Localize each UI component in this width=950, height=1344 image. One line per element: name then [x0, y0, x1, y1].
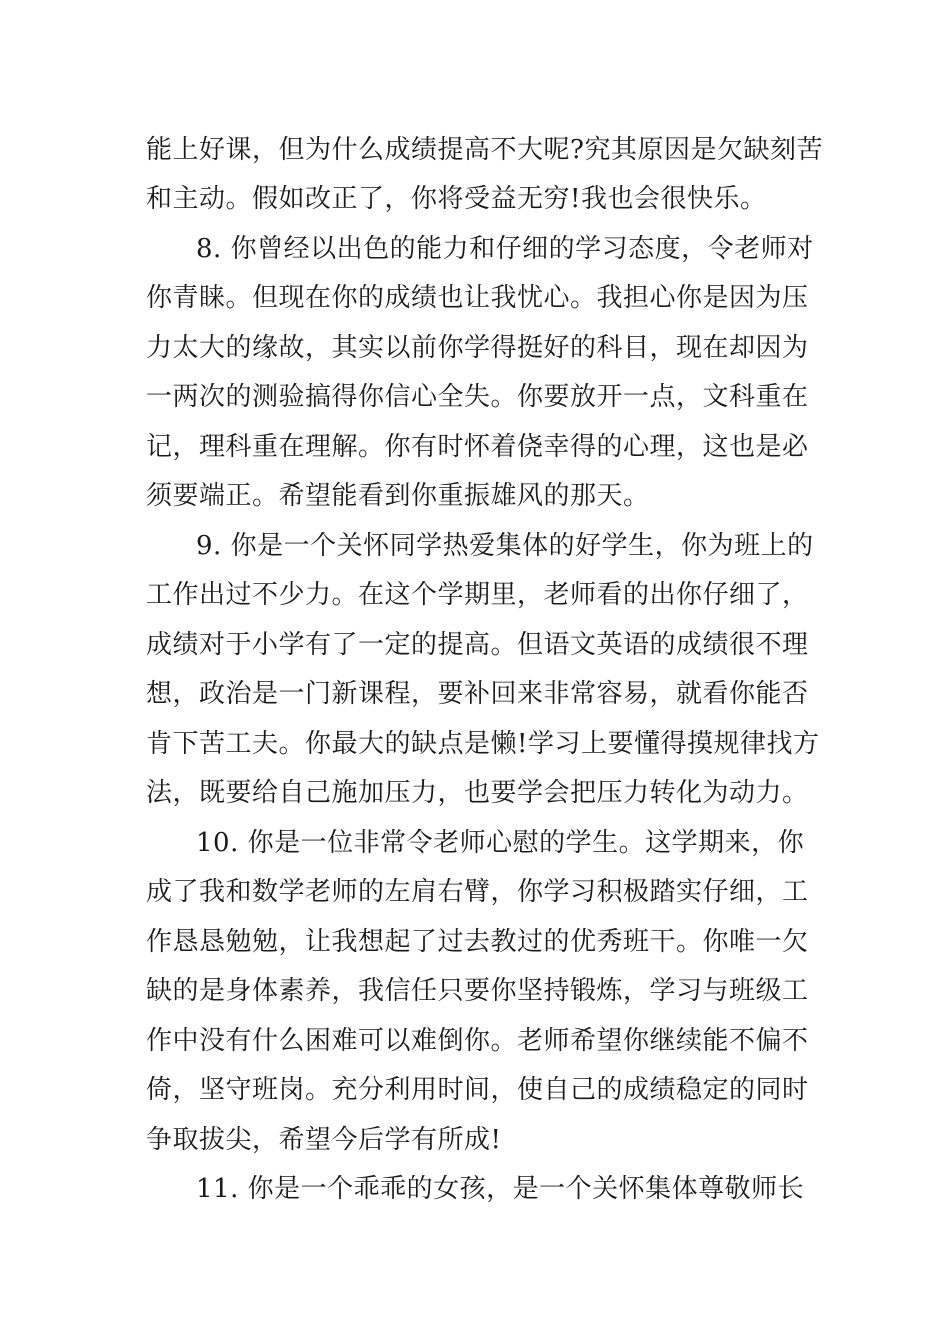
text-line: 法，既要给自己施加压力，也要学会把压力转化为动力。: [146, 778, 809, 808]
text-line: 成了我和数学老师的左肩右臂，你学习积极踏实仔细，工: [146, 877, 809, 907]
paragraph-start-11: 11. 你是一个乖乖的女孩，是一个关怀集体尊敬师长: [196, 1174, 805, 1204]
text-line: 争取拔尖，希望今后学有所成!: [146, 1125, 502, 1155]
text-line: 能上好课，但为什么成绩提高不大呢?究其原因是欠缺刻苦: [146, 135, 823, 165]
text-line: 一两次的测验搞得你信心全失。你要放开一点，文科重在: [146, 382, 809, 412]
text-line: 作恳恳勉勉，让我想起了过去教过的优秀班干。你唯一欠: [146, 927, 809, 957]
text-line: 想，政治是一门新课程，要补回来非常容易，就看你能否: [146, 679, 809, 709]
text-line: 和主动。假如改正了，你将受益无穷!我也会很快乐。: [146, 184, 767, 214]
text-line: 成绩对于小学有了一定的提高。但语文英语的成绩很不理: [146, 630, 809, 660]
text-line: 记，理科重在理解。你有时怀着侥幸得的心理，这也是必: [146, 432, 809, 462]
paragraph-start-9: 9. 你是一个关怀同学热爱集体的好学生，你为班上的: [196, 531, 814, 561]
text-line: 肯下苦工夫。你最大的缺点是懒!学习上要懂得摸规律找方: [146, 729, 820, 759]
text-line: 须要端正。希望能看到你重振雄风的那天。: [146, 481, 650, 511]
text-line: 你青睐。但现在你的成绩也让我忧心。我担心你是因为压: [146, 283, 809, 313]
text-line: 工作出过不少力。在这个学期里，老师看的出你仔细了，: [146, 580, 809, 610]
text-line: 力太大的缘故，其实以前你学得挺好的科目，现在却因为: [146, 333, 809, 363]
text-line: 缺的是身体素养，我信任只要你坚持锻炼，学习与班级工: [146, 976, 809, 1006]
paragraph-start-10: 10. 你是一位非常令老师心慰的学生。这学期来，你: [196, 828, 805, 858]
text-line: 倚，坚守班岗。充分利用时间，使自己的成绩稳定的同时: [146, 1075, 809, 1105]
text-line: 作中没有什么困难可以难倒你。老师希望你继续能不偏不: [146, 1026, 809, 1056]
paragraph-start-8: 8. 你曾经以出色的能力和仔细的学习态度，令老师对: [196, 234, 814, 264]
